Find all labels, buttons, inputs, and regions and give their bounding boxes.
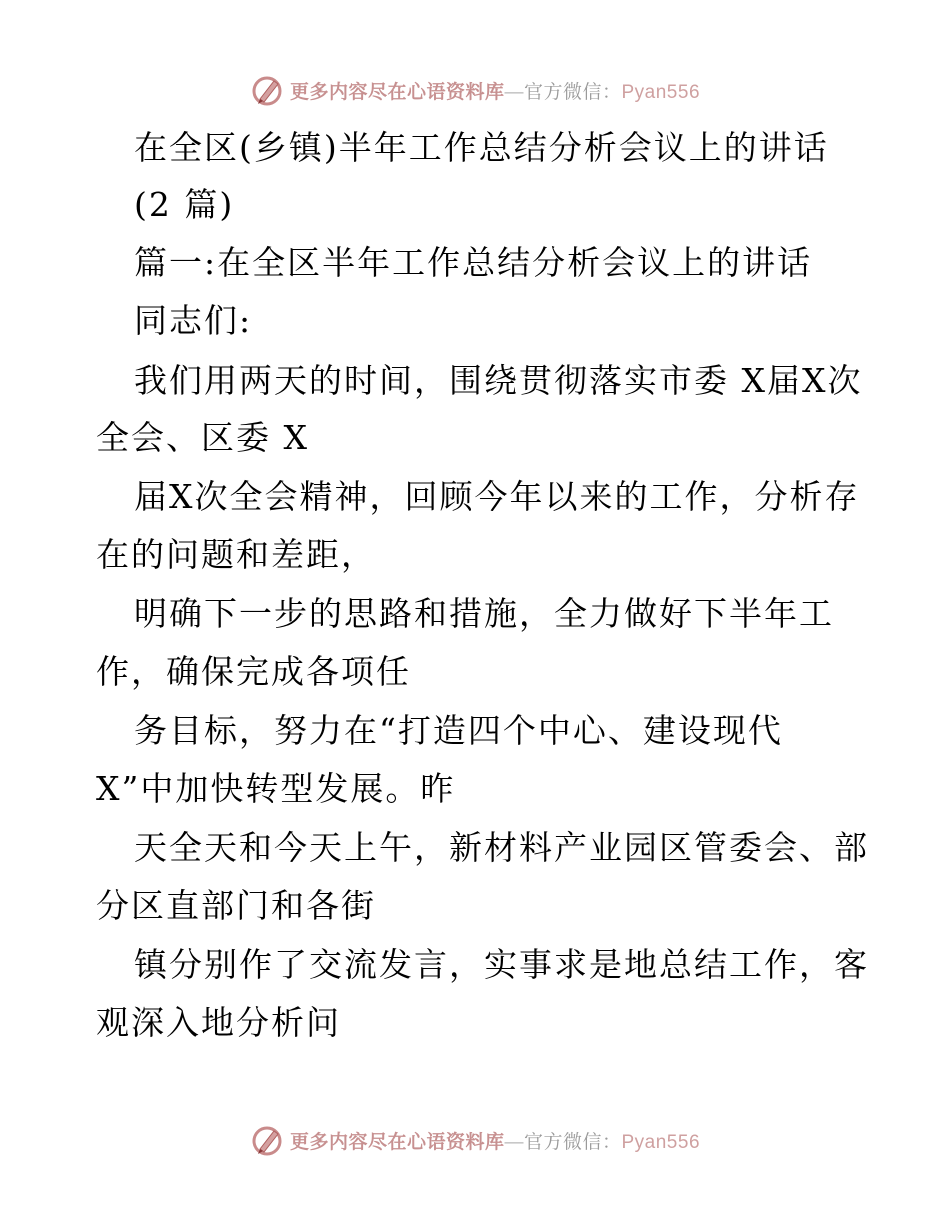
watermark-text <box>290 1127 700 1154</box>
watermark-dash: — <box>504 81 524 103</box>
paragraph-line: 明确下一步的思路和措施，全力做好下半年工 <box>134 594 834 633</box>
watermark-brand: 更多内容尽在心语资料库 <box>289 81 505 103</box>
paragraph-line: 全会、区委 X <box>96 418 309 457</box>
watermark-dash: — <box>504 1131 524 1153</box>
paragraph-line: 镇分别作了交流发言，实事求是地总结工作，客 <box>134 945 869 984</box>
footer-watermark <box>0 1120 950 1160</box>
watermark-text <box>290 77 700 104</box>
watermark-id: Pyan556 <box>621 81 701 103</box>
paragraph-line: 作，确保完成各项任 <box>96 652 411 691</box>
paragraph-line: 天全天和今天上午，新材料产业园区管委会、部 <box>134 828 869 867</box>
watermark-brand: 更多内容尽在心语资料库 <box>289 1131 505 1153</box>
paragraph-line: 分区直部门和各街 <box>96 886 376 925</box>
watermark-label: 官方微信： <box>523 81 622 103</box>
paragraph-line: 在的问题和差距， <box>96 535 376 574</box>
watermark-label: 官方微信： <box>523 1131 622 1153</box>
paragraph-line: 届X次全会精神，回顾今年以来的工作，分析存 <box>134 477 860 516</box>
document-title-count: (2 篇) <box>134 185 235 224</box>
paragraph-line: 我们用两天的时间，围绕贯彻落实市委 X届X次 <box>134 361 863 400</box>
section-heading: 篇一:在全区半年工作总结分析会议上的讲话 <box>134 243 813 282</box>
pen-logo-icon <box>250 1123 284 1157</box>
header-watermark <box>0 70 950 110</box>
salutation: 同志们: <box>134 301 253 340</box>
paragraph-line: X”中加快转型发展。昨 <box>96 769 456 808</box>
watermark-id: Pyan556 <box>621 1131 701 1153</box>
paragraph-line: 务目标，努力在“打造四个中心、建设现代 <box>134 711 783 750</box>
pen-logo-icon <box>250 73 284 107</box>
paragraph-line: 观深入地分析问 <box>96 1003 341 1042</box>
document-title: 在全区(乡镇)半年工作总结分析会议上的讲话 <box>134 128 829 167</box>
